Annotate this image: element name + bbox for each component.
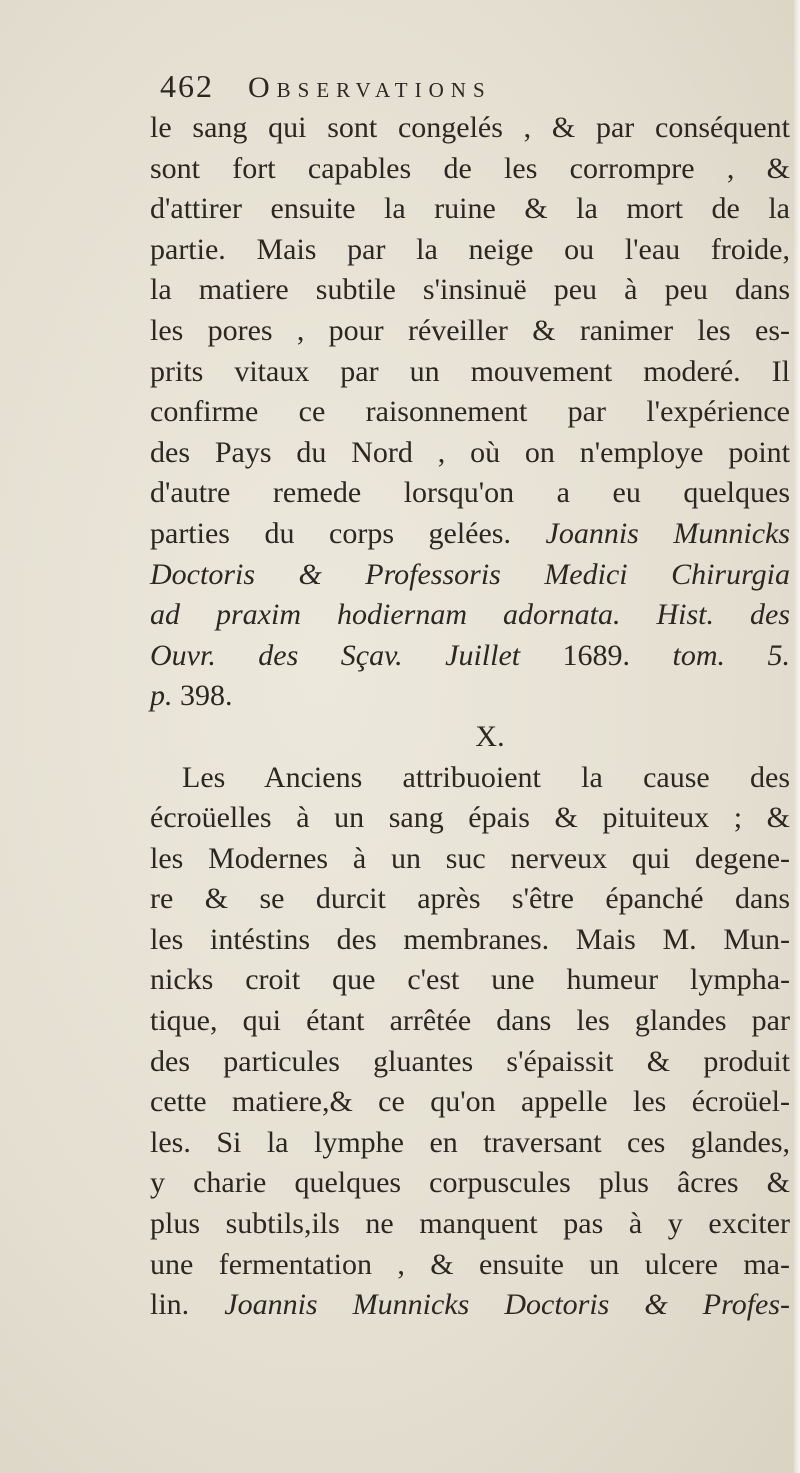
text-line [150,514,790,555]
text-line: re & se durcit après s'être épanché dans [150,882,790,916]
text-line: les Modernes à un suc nerveux qui degene- [150,841,790,875]
text-roman: parties du corps gelées. [150,516,546,550]
text-line: partie. Mais par la neige ou l'eau froide, [150,232,790,266]
text-line: nicks croit que c'est une humeur lympha- [150,963,790,997]
citation-page-label: p. [150,679,173,713]
citation-line [150,676,790,717]
citation-page: 398. [172,679,233,713]
text-line: Les Anciens attribuoient la cause des [182,760,790,794]
citation-year: 1689. [520,638,673,672]
text-line: les intéstins des membranes. Mais M. Mun- [150,922,790,956]
text-line: les. Si la lymphe en traversant ces glandes, [150,1125,790,1159]
citation-volume: tom. 5. [672,638,790,672]
text-roman: lin. [150,1288,225,1322]
text-line: une fermentation , & ensuite un ulcere ma- [150,1247,790,1281]
text-line: d'autre remede lorsqu'on a eu quelques [150,476,790,510]
text-line: prits vitaux par un mouvement moderé. Il [150,354,790,388]
text-line: confirme ce raisonnement par l'expérience [150,395,790,429]
page-number: 462 [160,68,214,104]
text-line: des Pays du Nord , où on n'employe point [150,435,790,469]
text-line: des particules gluantes s'épaissit & produit [150,1044,790,1078]
text-line: plus subtils,ils ne manquent pas à y exciter [150,1207,790,1241]
text-line: cette matiere,& ce qu'on appelle les écroüel- [150,1085,790,1119]
running-title: Observations [248,71,492,104]
text-line: tique, qui étant arrêtée dans les glandes par [150,1004,790,1038]
text-line [150,1285,790,1326]
text-line: les pores , pour réveiller & ranimer les es- [150,313,790,347]
citation-line: ad praxim hodiernam adornata. Hist. des [150,598,790,632]
text-line: sont fort capables de les corrompre , & [150,151,790,185]
section-number: X. [475,719,505,753]
citation-text: Ouvr. des Sçav. Juillet [150,638,521,672]
text-line: d'attirer ensuite la ruine & la mort de la [150,192,790,226]
text-line: la matiere subtile s'insinuë peu à peu dans [150,273,790,307]
citation-line: Doctoris & Professoris Medici Chirurgia [150,557,790,591]
citation-author: Joannis Munnicks [545,516,790,550]
text-line: le sang qui sont congelés , & par conséquent [150,111,790,144]
text-line: écroüelles à un sang épais & pituiteux ; & [150,801,790,835]
citation-line [150,636,790,677]
page-edge [794,0,800,1473]
text-line: y charie quelques corpuscules plus âcres & [150,1166,790,1200]
citation-author: Joannis Munnicks Doctoris & Profes- [224,1288,791,1322]
running-header [160,68,492,105]
text-block [150,108,790,1326]
